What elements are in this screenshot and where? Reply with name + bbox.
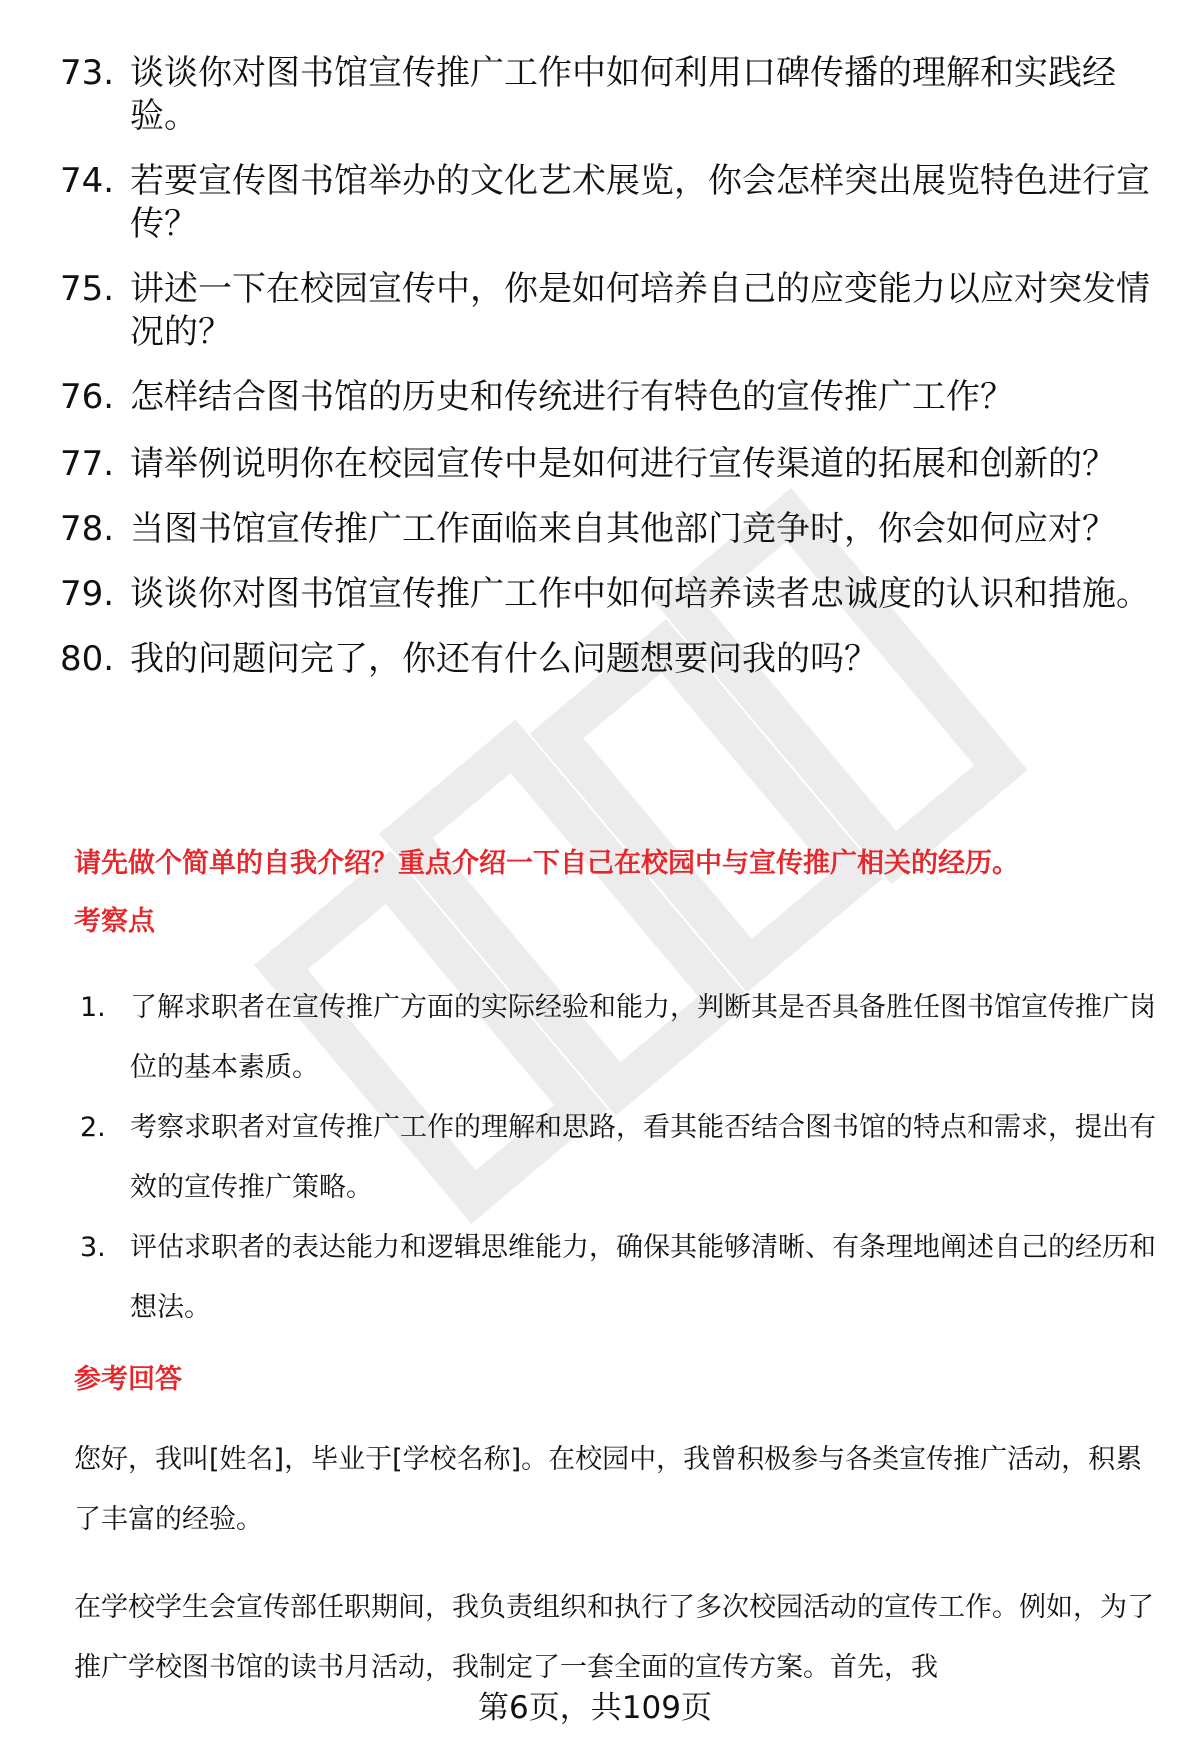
exam-point-number: 2. — [80, 1112, 106, 1143]
question-text: 谈谈你对图书馆宣传推广工作中如何培养读者忠诚度的认识和措施。 — [130, 574, 1150, 614]
question-item — [60, 508, 1150, 551]
question-number: 78. — [60, 509, 115, 549]
exam-point-number: 3. — [80, 1232, 106, 1263]
featured-question: 请先做个简单的自我介绍？重点介绍一下自己在校园中与宣传推广相关的经历。 — [74, 848, 1019, 879]
exam-point-item — [80, 1218, 1160, 1338]
question-item — [60, 443, 1150, 486]
question-number: 74. — [60, 161, 115, 201]
question-text: 当图书馆宣传推广工作面临来自其他部门竞争时，你会如何应对？ — [130, 509, 1116, 549]
question-number: 75. — [60, 269, 115, 309]
exam-points-heading: 考察点 — [74, 906, 155, 937]
question-item — [60, 160, 1150, 246]
exam-point-number: 1. — [80, 992, 106, 1023]
answer-paragraph: 在学校学生会宣传部任职期间，我负责组织和执行了多次校园活动的宣传工作。例如，为了推广学校图书馆的读书月活动，我制定了一套全面的宣传方案。首先，我 — [74, 1592, 1154, 1683]
question-item — [60, 573, 1150, 616]
question-item — [60, 638, 1150, 681]
question-number: 79. — [60, 574, 115, 614]
question-item — [60, 52, 1150, 138]
exam-points-list — [80, 978, 1160, 1338]
question-item — [60, 376, 1150, 419]
question-text: 怎样结合图书馆的历史和传统进行有特色的宣传推广工作？ — [130, 377, 1014, 417]
exam-point-text: 评估求职者的表达能力和逻辑思维能力，确保其能够清晰、有条理地阐述自己的经历和想法。 — [130, 1232, 1156, 1323]
exam-point-text: 考察求职者对宣传推广工作的理解和思路，看其能否结合图书馆的特点和需求，提出有效的宣传推广策略。 — [130, 1112, 1156, 1203]
exam-point-item — [80, 1098, 1160, 1218]
reference-answer-heading: 参考回答 — [74, 1364, 182, 1395]
question-number: 77. — [60, 444, 115, 484]
question-number: 73. — [60, 53, 115, 93]
page-footer: 第6页，共109页 — [478, 1690, 712, 1726]
question-list — [60, 52, 1150, 705]
question-number: 80. — [60, 639, 115, 679]
question-text: 请举例说明你在校园宣传中是如何进行宣传渠道的拓展和创新的？ — [130, 444, 1116, 484]
question-text: 若要宣传图书馆举办的文化艺术展览，你会怎样突出展览特色进行宣传？ — [130, 161, 1150, 244]
question-text: 谈谈你对图书馆宣传推广工作中如何利用口碑传播的理解和实践经验。 — [130, 53, 1116, 136]
exam-point-text: 了解求职者在宣传推广方面的实际经验和能力，判断其是否具备胜任图书馆宣传推广岗位的基本素质。 — [130, 992, 1156, 1083]
question-number: 76. — [60, 377, 115, 417]
question-item — [60, 268, 1150, 354]
exam-point-item — [80, 978, 1160, 1098]
answer-paragraph: 您好，我叫[姓名]，毕业于[学校名称]。在校园中，我曾积极参与各类宣传推广活动，积累了丰富的经验。 — [74, 1444, 1143, 1535]
question-text: 讲述一下在校园宣传中，你是如何培养自己的应变能力以应对突发情况的？ — [130, 269, 1150, 352]
question-text: 我的问题问完了，你还有什么问题想要问我的吗？ — [130, 639, 878, 679]
